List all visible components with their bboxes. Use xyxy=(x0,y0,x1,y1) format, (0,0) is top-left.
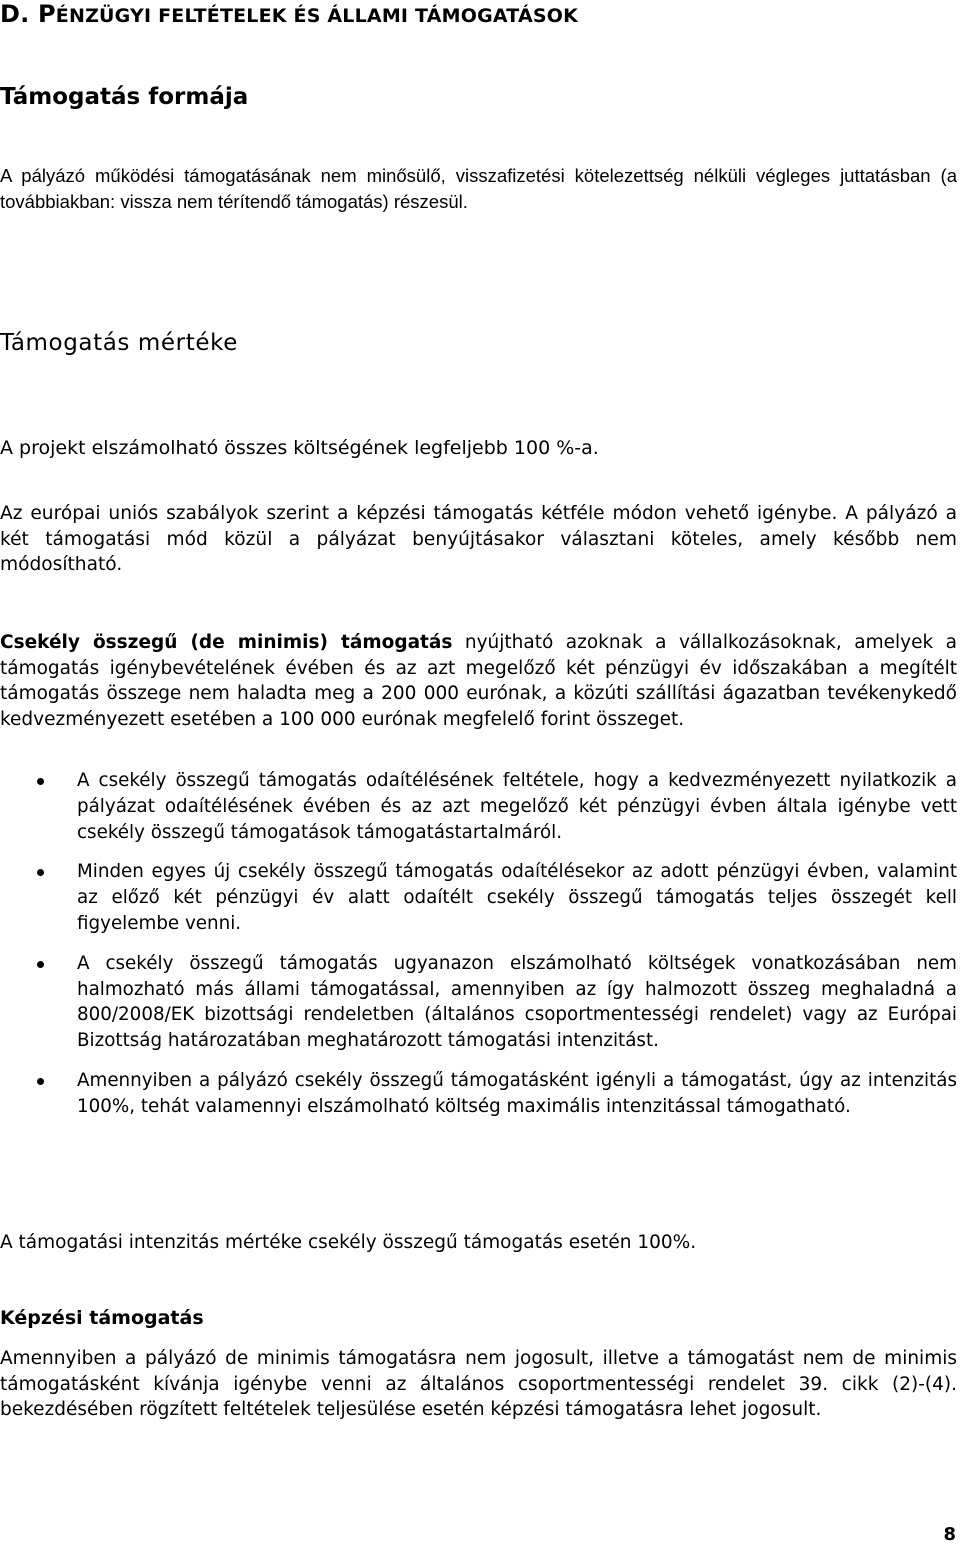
paragraph-kepzesi-tamogatas: Amennyiben a pályázó de minimis támogatásra nem jogosult, illetve a támogatást nem de minimis támogatásként kívánja igénybe venni az általános csoportmentességi rendelet 39. cikk (2)-(4). bekezdésében rögzített feltételek teljesülése esetén képzési támogatásra lehet jogosult. xyxy=(0,1348,957,1420)
de-minimis-conditions-list xyxy=(0,768,957,1134)
section-heading-prefix: D. P xyxy=(0,0,56,28)
list-item-text: A csekély összegű támogatás ugyanazon elszámolható költségek vonatkozásában nem halmozható más állami támogatással, amennyiben az így halmozott összeg meghaladná a 800/2008/EK bizottsági rendeletben (általános csoportmentességi rendelet) vagy az Európai Bizottság határozatában meghatározott támogatási intenzitást. xyxy=(77,952,957,1052)
de-minimis-text: nyújtható azoknak a vállalkozásoknak, amelyek a támogatás igénybevételének évében és az azt megelőző két pénzügyi év időszakában a megítélt támogatás összege nem haladta meg a 200 000 eurónak, a közúti szállítási ágazatban tevékenykedő kedvezményezett esetében a 100 000 eurónak megfelelő forint összeget. xyxy=(0,632,957,730)
heading-tamogatas-merteke: Támogatás mértéke xyxy=(0,330,238,356)
paragraph-ketfele-mod: Az európai uniós szabályok szerint a képzési támogatás kétféle módon vehető igénybe. A pályázó a két támogatási mód közül a pályázat benyújtásakor választani köteles, amely később nem módosítható. xyxy=(0,503,957,575)
list-item-text: A csekély összegű támogatás odaítélésének feltétele, hogy a kedvezményezett nyilatkozik a pályázat odaítélésének évében és az azt megelőző két pénzügyi évben általa igénybe vett csekély összegű támogatások támogatástartalmáról. xyxy=(77,770,957,843)
heading-tamogatas-formaja: Támogatás formája xyxy=(0,84,249,110)
page-number: 8 xyxy=(943,1524,956,1545)
list-item xyxy=(0,951,957,1054)
bullet-icon xyxy=(37,1078,44,1085)
list-item xyxy=(0,859,957,936)
list-item xyxy=(0,768,957,845)
heading-kepzesi-tamogatas: Képzési támogatás xyxy=(0,1307,204,1329)
paragraph-intensity-note: A támogatási intenzitás mértéke csekély összegű támogatás esetén 100%. xyxy=(0,1232,697,1253)
list-item-text: Amennyiben a pályázó csekély összegű támogatásként igényli a támogatást, úgy az intenzitás 100%, tehát valamennyi elszámolható költség maximális intenzitással támogatható. xyxy=(77,1069,957,1117)
paragraph-de-minimis xyxy=(0,630,957,732)
de-minimis-lead: Csekély összegű (de minimis) támogatás xyxy=(0,632,453,653)
section-heading-rest: ÉNZÜGYI FELTÉTELEK ÉS ÁLLAMI TÁMOGATÁSOK xyxy=(55,5,579,27)
list-item xyxy=(0,1068,957,1120)
bullet-icon xyxy=(37,961,44,968)
paragraph-projekt-merteke: A projekt elszámolható összes költségének legfeljebb 100 %-a. xyxy=(0,437,599,459)
paragraph-tamogatas-formaja: A pályázó működési támogatásának nem minősülő, visszafizetési kötelezettség nélküli végleges juttatásban (a továbbiakban: vissza nem térítendő támogatás) részesül. xyxy=(0,165,957,212)
list-item-text: Minden egyes új csekély összegű támogatás odaítélésekor az adott pénzügyi évben, valamint az előző két pénzügyi év alatt odaítélt csekély összegű támogatás teljes összegét kell figyelembe venni. xyxy=(77,861,957,934)
bullet-icon xyxy=(37,778,44,785)
bullet-icon xyxy=(37,869,44,876)
section-heading xyxy=(0,0,578,28)
